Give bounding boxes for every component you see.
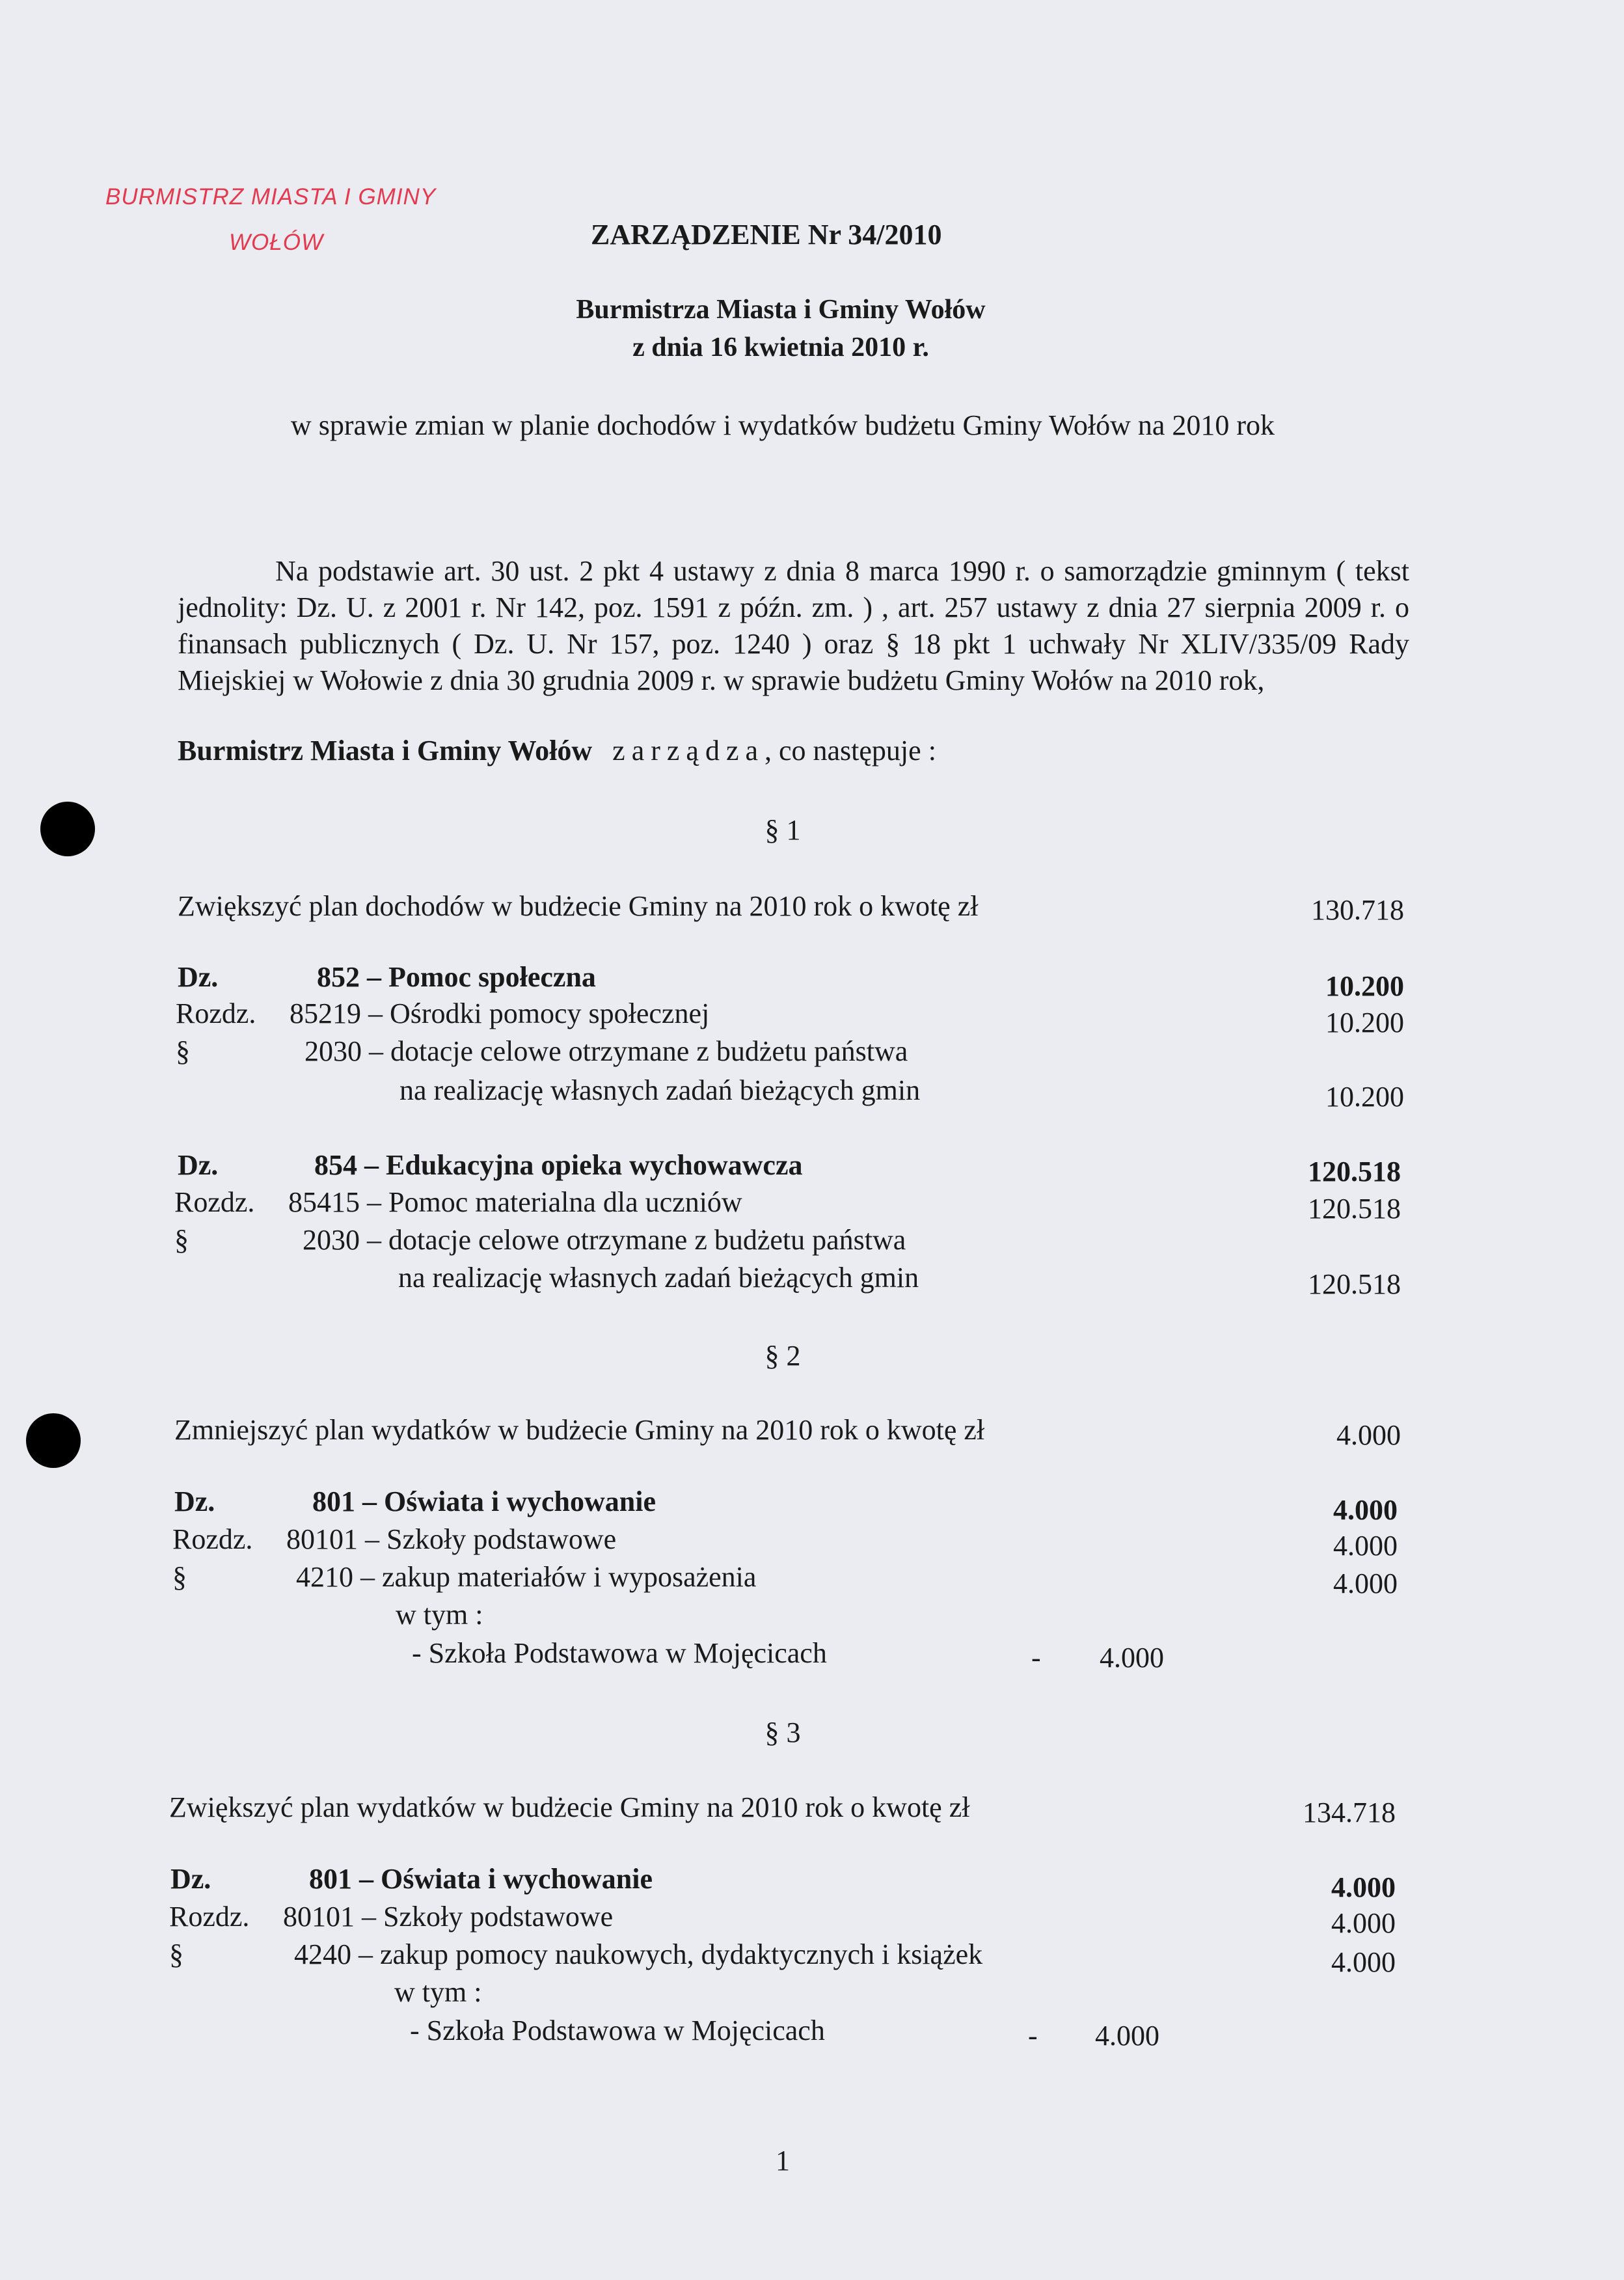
s1-g1-dz-amount: 10.200 [1325,970,1404,1002]
s3-dz: 801 – Oświata i wychowanie [309,1863,653,1895]
s1-g2-par1: 2030 – dotacje celowe otrzymane z budżetu państwa [303,1224,906,1256]
s3-par-label: § [169,1938,183,1970]
office-stamp-line1: BURMISTRZ MIASTA I GMINY [105,184,437,210]
s1-g2-rozdz: 85415 – Pomoc materialna dla uczniów [288,1186,742,1218]
s3-par: 4240 – zakup pomocy naukowych, dydaktycznych i książek [294,1938,983,1970]
preamble-text: Na podstawie art. 30 ust. 2 pkt 4 ustawy z dnia 8 marca 1990 r. o samorządzie gminnym ( tekst jednolity: Dz. U. z 2001 r. Nr 142, poz. 1591 z późn. zm. ) , art. 257 ustawy z dnia 27 sierpnia 2009 r. o finansach publicznych ( Dz. U. Nr 157, poz. 1240 ) oraz § 18 pkt 1 uchwały Nr XLIV/335/09 Rady Miejskiej w Wołowie z dnia 30 grudnia 2009 r. w sprawie budżetu Gminy Wołów na 2010 rok, [178,555,1409,696]
section-2-heading: § 2 [765,1340,801,1372]
s3-item-dash: - [1028,2020,1038,2052]
s1-g1-rozdz-label: Rozdz. [176,998,256,1029]
issue-date: z dnia 16 kwietnia 2010 r. [632,332,929,362]
enacting-verb: zarządza [612,735,765,767]
enacting-tail: , co następuje : [765,735,936,767]
s2-dz-amount: 4.000 [1333,1494,1398,1526]
s1-g2-dz-label: Dz. [178,1149,219,1181]
section-3-heading: § 3 [765,1717,801,1748]
s2-par-amount: 4.000 [1333,1568,1398,1599]
s2-dz-label: Dz. [174,1486,215,1517]
s1-g1-par1: 2030 – dotacje celowe otrzymane z budżetu państwa [304,1035,908,1067]
section-1-intro: Zwiększyć plan dochodów w budżecie Gminy na 2010 rok o kwotę zł [178,890,979,922]
s1-g1-par-label: § [176,1035,190,1067]
section-2-intro: Zmniejszyć plan wydatków w budżecie Gminy na 2010 rok o kwotę zł [174,1414,985,1446]
s2-par: 4210 – zakup materiałów i wyposażenia [296,1561,757,1593]
s1-g2-rozdz-label: Rozdz. [174,1186,255,1218]
s1-g1-par2: na realizację własnych zadań bieżących gmin [399,1074,921,1106]
enacting-actor: Burmistrz Miasta i Gminy Wołów [178,735,593,767]
issuer: Burmistrza Miasta i Gminy Wołów [576,295,986,325]
section-3-intro: Zwiększyć plan wydatków w budżecie Gminy na 2010 rok o kwotę zł [169,1791,970,1823]
s1-g2-dz-amount: 120.518 [1308,1156,1401,1188]
section-3-total: 134.718 [1303,1797,1396,1828]
s1-g1-rozdz-amount: 10.200 [1325,1007,1404,1038]
s3-item: - Szkoła Podstawowa w Mojęcicach [410,2015,825,2046]
punch-hole-bottom [26,1413,81,1468]
s1-g1-rozdz: 85219 – Ośrodki pomocy społecznej [290,998,710,1029]
s2-rozdz-amount: 4.000 [1333,1530,1398,1562]
s3-par-amount: 4.000 [1331,1946,1396,1978]
s3-wtym: w tym : [394,1976,482,2008]
s2-rozdz-label: Rozdz. [172,1523,253,1555]
s1-g1-dz-label: Dz. [178,961,219,993]
s2-wtym: w tym : [396,1599,483,1631]
section-2-total: 4.000 [1336,1419,1401,1451]
s1-g1-dz: 852 – Pomoc społeczna [317,961,596,993]
s2-par-label: § [172,1561,187,1593]
s1-g2-dz: 854 – Edukacyjna opieka wychowawcza [314,1149,803,1181]
enacting-clause [178,734,936,767]
s3-rozdz-amount: 4.000 [1331,1907,1396,1939]
section-1-total: 130.718 [1311,894,1404,926]
document-title: ZARZĄDZENIE Nr 34/2010 [591,219,942,251]
s1-g2-par2: na realizację własnych zadań bieżących gmin [398,1262,919,1294]
s1-g2-par-label: § [174,1224,189,1256]
s3-rozdz-label: Rozdz. [169,1901,250,1933]
s1-g2-par-amount: 120.518 [1308,1268,1401,1300]
s3-rozdz: 80101 – Szkoły podstawowe [283,1901,614,1933]
document-subject: w sprawie zmian w planie dochodów i wydatków budżetu Gminy Wołów na 2010 rok [290,409,1275,441]
page-number: 1 [776,2145,790,2177]
office-stamp-line2: WOŁÓW [229,230,323,255]
s3-dz-label: Dz. [170,1863,211,1895]
s2-dz: 801 – Oświata i wychowanie [312,1486,656,1517]
s2-item: - Szkoła Podstawowa w Mojęcicach [412,1637,827,1669]
s1-g2-rozdz-amount: 120.518 [1308,1193,1401,1225]
s2-item-amount: 4.000 [1100,1642,1164,1674]
s2-rozdz: 80101 – Szkoły podstawowe [286,1523,617,1555]
s2-item-dash: - [1031,1642,1041,1674]
section-1-heading: § 1 [765,814,801,846]
s1-g1-par-amount: 10.200 [1325,1081,1404,1113]
s3-item-amount: 4.000 [1095,2020,1159,2052]
s3-dz-amount: 4.000 [1331,1871,1396,1903]
